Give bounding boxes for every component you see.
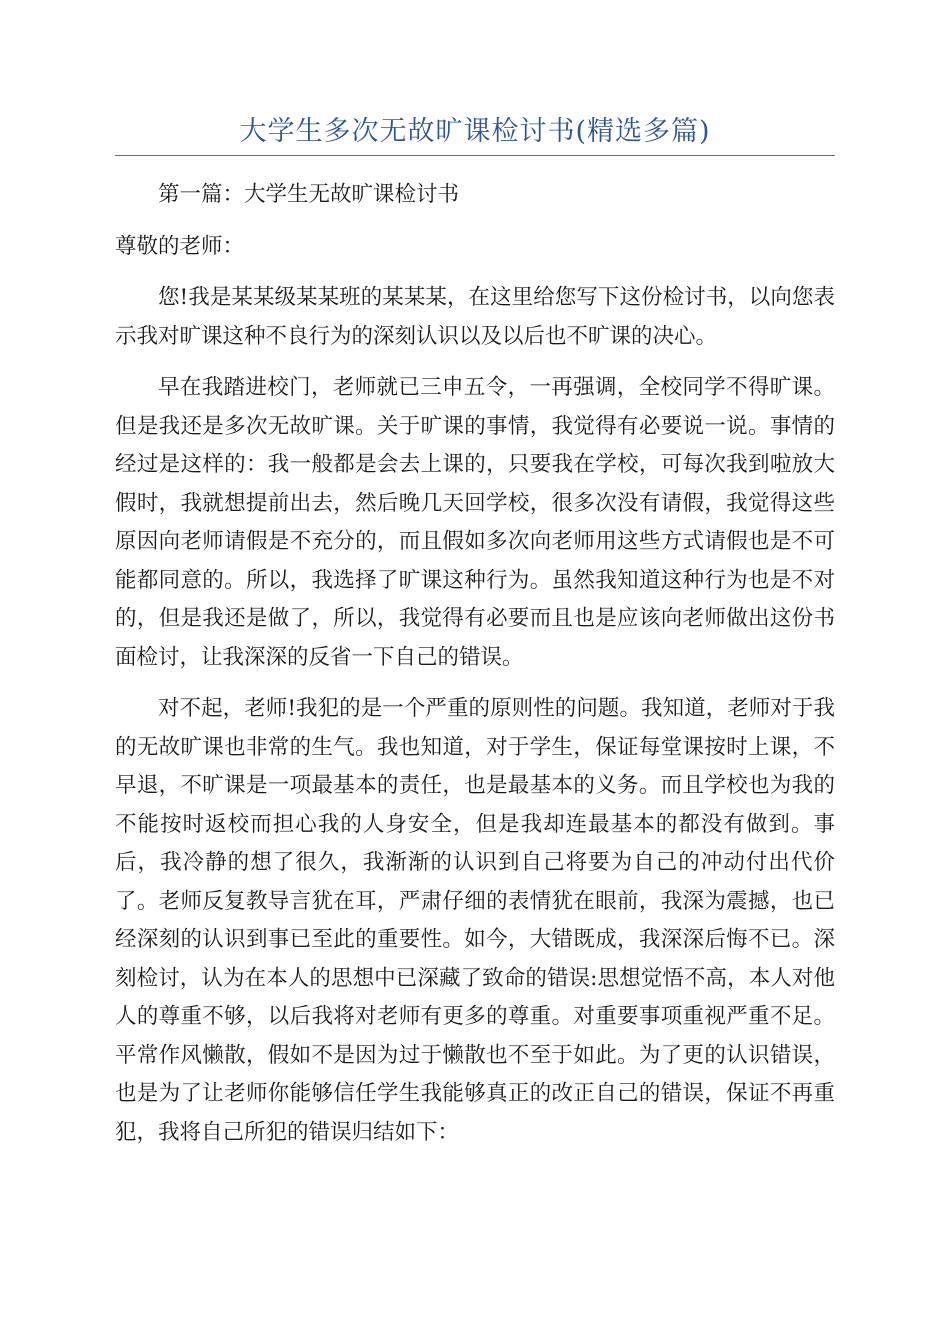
paragraph-2: 早在我踏进校门，老师就已三申五令，一再强调，全校同学不得旷课。但是我还是多次无故旷课。关于旷课的事情，我觉得有必要说一说。事情的经过是这样的：我一般都是会去上课的，只要我在学校，可每次我到啦放大假时，我就想提前出去，然后晚几天回学校，很多次没有请假，我觉得这些原因向老师请假是不充分的，而且假如多次向老师用这些方式请假也是不可能都同意的。所以，我选择了旷课这种行为。虽然我知道这种行为也是不对的，但是我还是做了，所以，我觉得有必要而且也是应该向老师做出这份书面检讨，让我深深的反省一下自己的错误。 (115, 375, 835, 670)
title-underline (115, 155, 835, 156)
paragraph-1: 您!我是某某级某某班的某某某，在这里给您写下这份检讨书，以向您表示我对旷课这种不良行为的深刻认识以及以后也不旷课的决心。 (115, 285, 835, 349)
paragraph-3: 对不起，老师!我犯的是一个严重的原则性的问题。我知道，老师对于我的无故旷课也非常的生气。我也知道，对于学生，保证每堂课按时上课，不早退，不旷课是一项最基本的责任，也是最基本的义务。而且学校也为我的不能按时返校而担心我的人身安全，但是我却连最基本的都没有做到。事后，我冷静的想了很久，我渐渐的认识到自己将要为自己的冲动付出代价了。老师反复教导言犹在耳，严肃仔细的表情犹在眼前，我深为震撼，也已经深刻的认识到事已至此的重要性。如今，大错既成，我深深后悔不已。深刻检讨，认为在本人的思想中已深藏了致命的错误:思想觉悟不高，本人对他人的尊重不够，以后我将对老师有更多的尊重。对重要事项重视严重不足。平常作风懒散，假如不是因为过于懒散也不至于如此。为了更的认识错误，也是为了让老师你能够信任学生我能够真正的改正自己的错误，保证不再重犯，我将自己所犯的错误归结如下： (115, 696, 835, 1145)
document-body (115, 176, 835, 1165)
section-heading: 第一篇：大学生无故旷课检讨书 (158, 182, 460, 207)
salutation: 尊敬的老师： (115, 233, 245, 259)
document-title: 大学生多次无故旷课检讨书(精选多篇) (239, 116, 711, 147)
